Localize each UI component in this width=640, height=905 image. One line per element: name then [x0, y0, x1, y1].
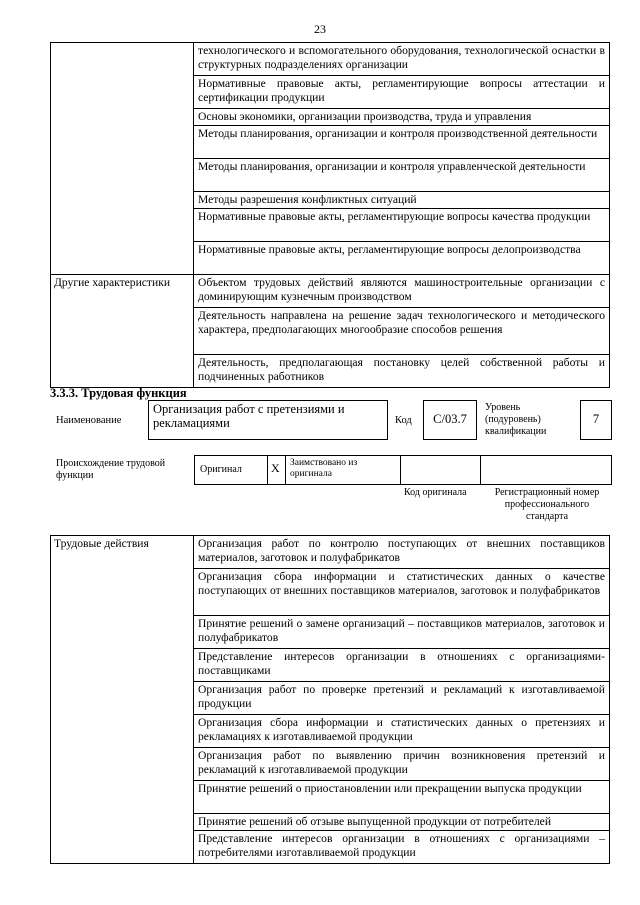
table-cell-empty [51, 43, 194, 275]
divider [285, 455, 286, 485]
table-row: Нормативные правовые акты, регламентирующие вопросы качества продукции [194, 209, 610, 242]
table-row: Объектом трудовых действий являются машиностроительные организации с доминирующим кузнечным производством [194, 275, 610, 308]
table-row: Методы планирования, организации и контроля управленческой деятельности [194, 159, 610, 192]
table-row: Нормативные правовые акты, регламентирующие вопросы делопроизводства [194, 242, 610, 275]
name-box [148, 400, 388, 440]
table-row: Организация работ по выявлению причин возникновения претензий и рекламаций к изготавливаемой продукции [194, 748, 610, 781]
origin-label: Происхождение трудовой функции [56, 458, 166, 481]
row-label-other: Другие характеристики [51, 275, 194, 388]
level-value: 7 [592, 412, 600, 426]
table-row: технологического и вспомогательного оборудования, технологической оснастки в структурных подразделениях организации [194, 43, 610, 76]
code-original-caption: Код оригинала [404, 487, 467, 498]
code-box [423, 400, 477, 440]
name-label: Наименование [56, 415, 122, 426]
name-value: Организация работ с претензиями и рекламациями [153, 402, 345, 430]
table-row: Нормативные правовые акты, регламентирующие вопросы аттестации и сертификации продукции [194, 76, 610, 109]
level-label: Уровень (подуровень) квалификации [485, 402, 547, 437]
table-row: Методы разрешения конфликтных ситуаций [194, 192, 610, 209]
code-value: С/03.7 [433, 412, 467, 426]
table-row: Организация работ по контролю поступающих от внешних поставщиков материалов, заготовок и полуфабрикатов [194, 536, 610, 569]
knowledge-table [50, 42, 610, 388]
table-row: Методы планирования, организации и контроля производственной деятельности [194, 126, 610, 159]
table-row: Деятельность, предполагающая постановку целей собственной работы и подчиненных работников [194, 355, 610, 388]
table-row: Принятие решений о приостановлении или прекращении выпуска продукции [194, 781, 610, 814]
table-row: Принятие решений о замене организаций – поставщиков материалов, заготовок и полуфабрикатов [194, 616, 610, 649]
borrowed-label: Заимствовано из оригинала [290, 458, 358, 479]
table-row: Представление интересов организации в отношениях с организациями-поставщиками [194, 649, 610, 682]
work-actions-table [50, 535, 610, 864]
original-mark: X [271, 461, 280, 475]
code-label: Код [395, 415, 412, 426]
divider [480, 455, 481, 485]
level-box [580, 400, 612, 440]
table-row: Основы экономики, организации производства, труда и управления [194, 109, 610, 126]
table-row: Организация сбора информации и статистических данных о претензиях и рекламациях к изготавливаемой продукции [194, 715, 610, 748]
page-number: 23 [314, 22, 326, 36]
reg-number-caption: Регистрационный номер профессионального стандарта [494, 487, 600, 522]
divider [400, 455, 401, 485]
table-row: Принятие решений об отзыве выпущенной продукции от потребителей [194, 814, 610, 831]
original-label: Оригинал [200, 464, 242, 475]
table-row: Деятельность направлена на решение задач технологического и методического характера, предполагающих многообразие способов решения [194, 308, 610, 355]
table-row: Организация сбора информации и статистических данных о качестве поступающих от внешних поставщиков материалов, заготовок и полуфабрикатов [194, 569, 610, 616]
origin-box [194, 455, 612, 485]
table-row: Организация работ по проверке претензий и рекламаций к изготавливаемой продукции [194, 682, 610, 715]
row-label-actions: Трудовые действия [51, 536, 194, 864]
table-row: Представление интересов организации в отношениях с организациями – потребителями изготавливаемой продукции [194, 831, 610, 864]
section-title: 3.3.3. Трудовая функция [50, 386, 187, 400]
divider [267, 455, 268, 485]
